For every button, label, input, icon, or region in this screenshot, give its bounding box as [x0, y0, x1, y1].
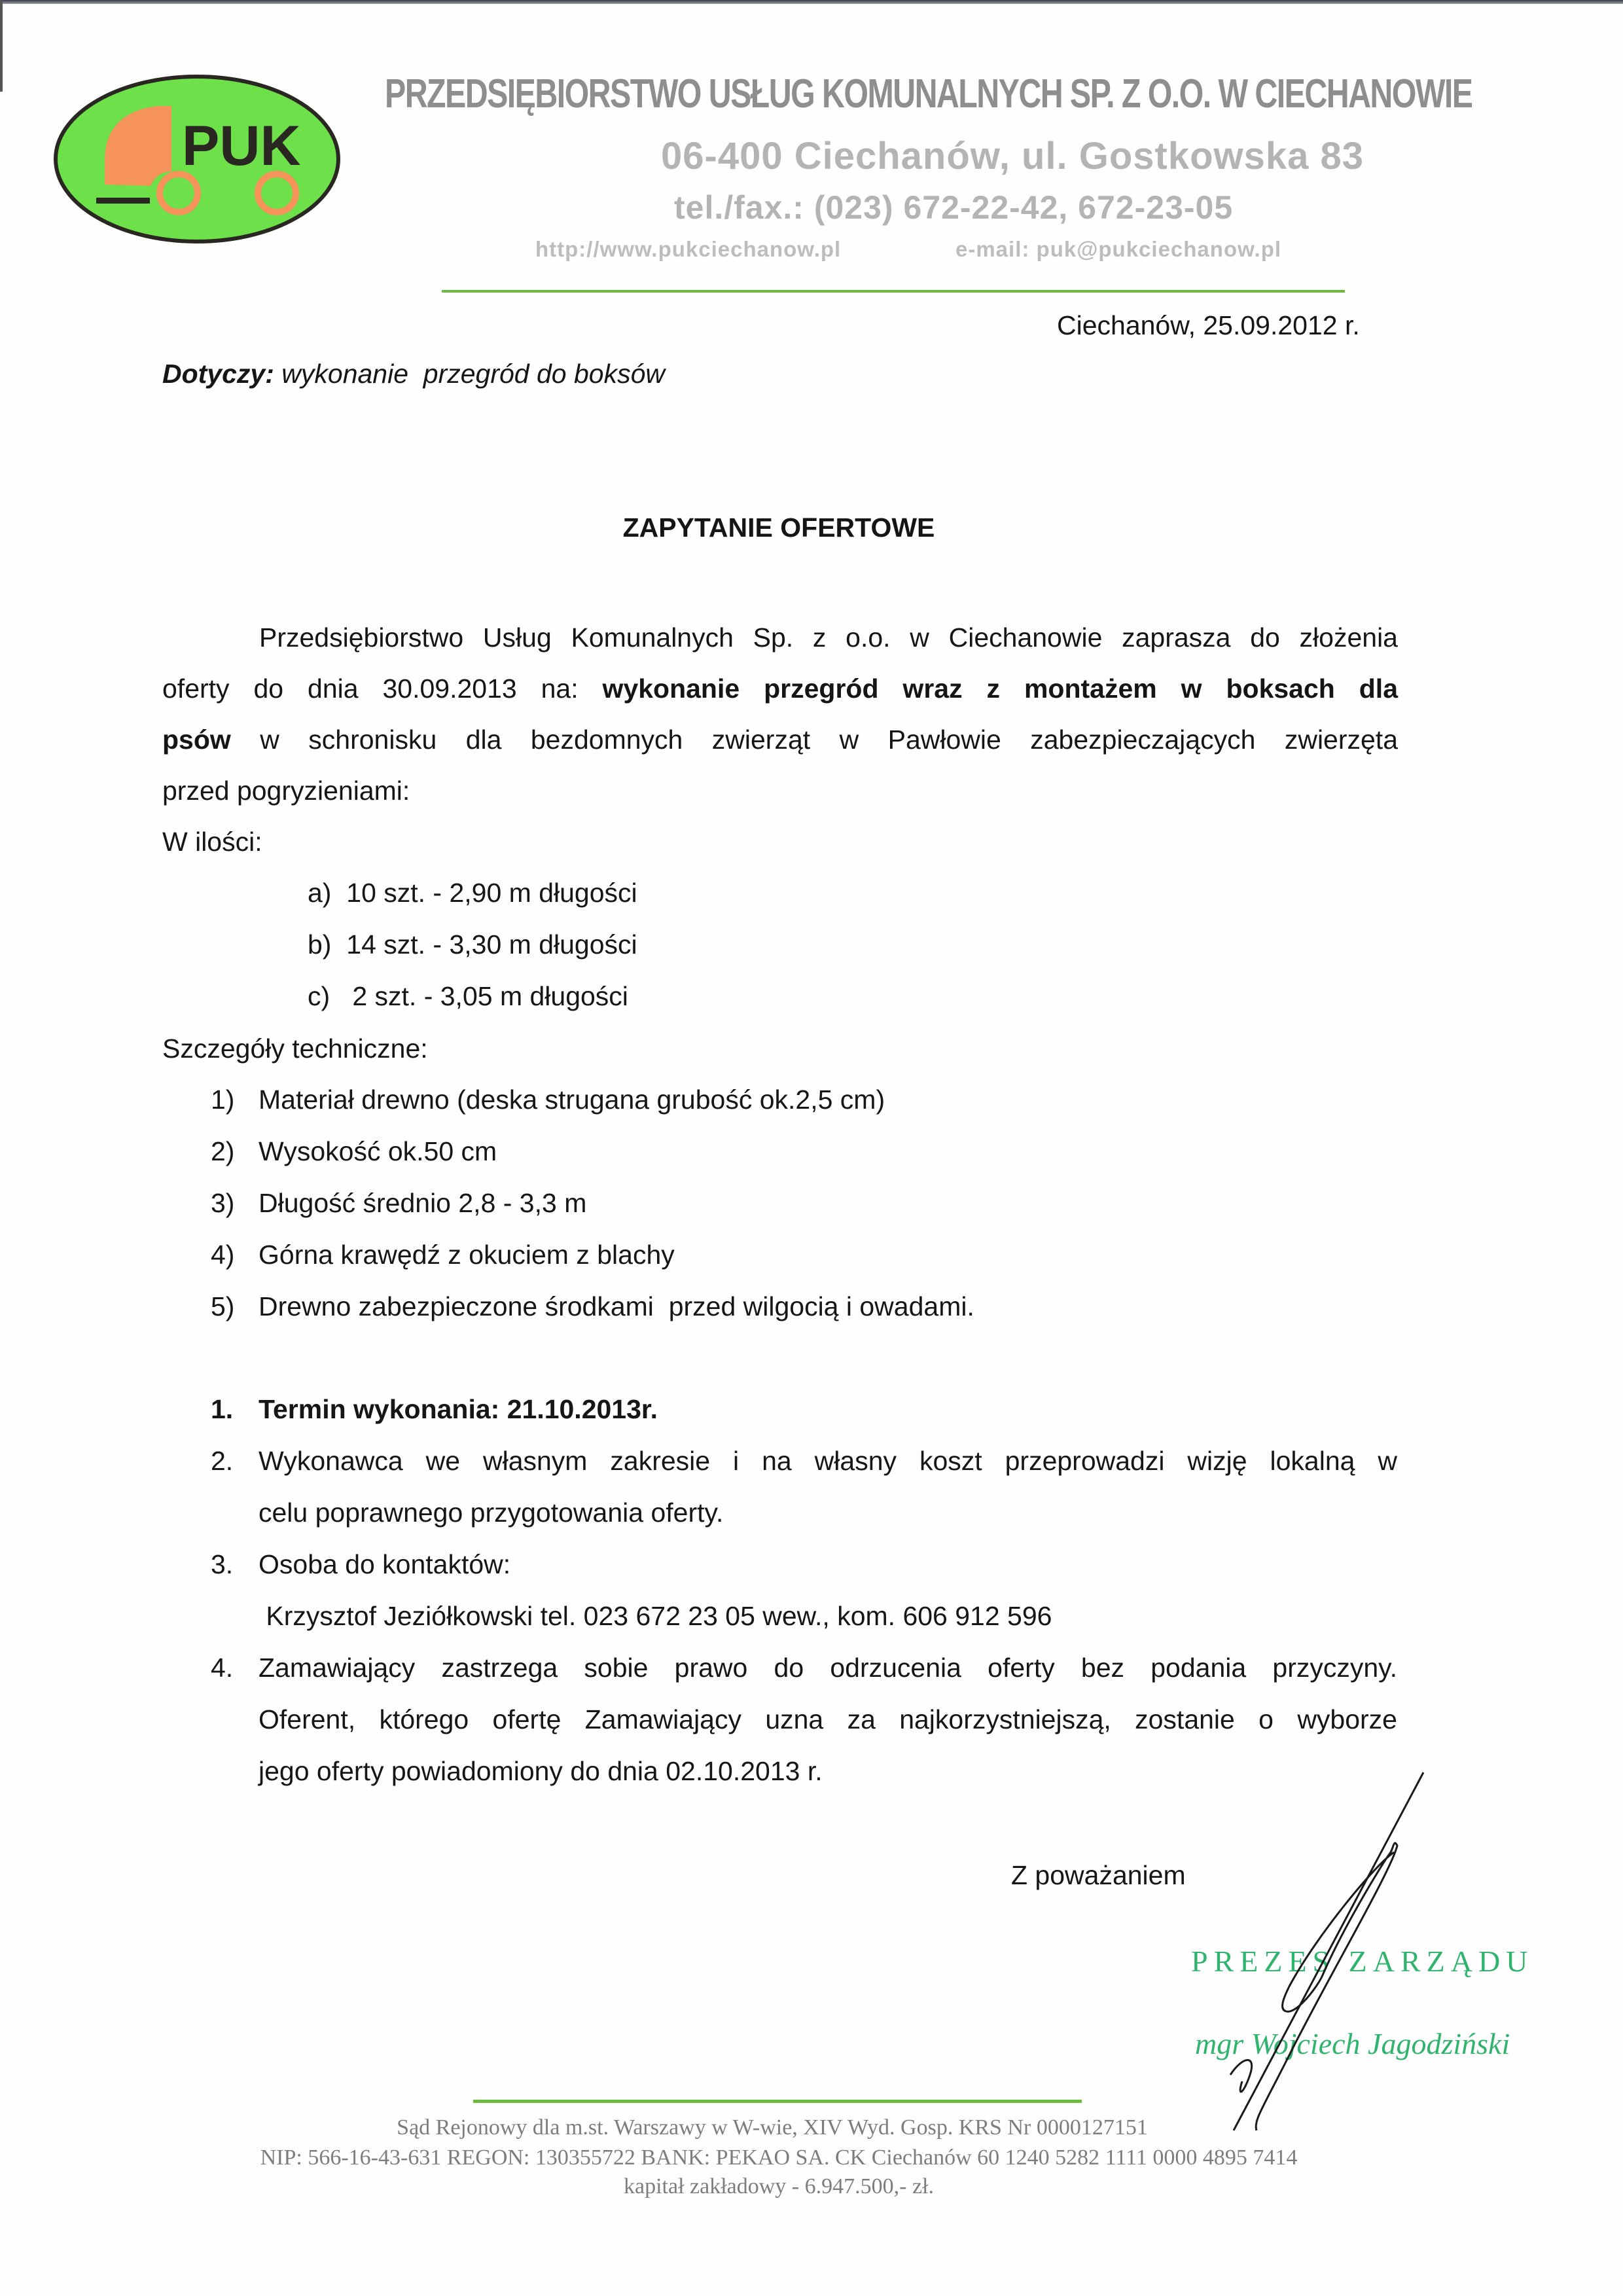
- document-title: ZAPYTANIE OFERTOWE: [622, 512, 935, 543]
- quantity-text: 10 szt. - 2,90 m długości: [346, 878, 637, 908]
- subject-label: Dotyczy:: [162, 359, 274, 389]
- condition-contact-label: Osoba do kontaktów:: [259, 1549, 511, 1579]
- intro-text-1: Przedsiębiorstwo Usług Komunalnych Sp. z o.o. w Ciechanowie zaprasza do złożenia: [259, 622, 1398, 653]
- quantity-item: [308, 981, 628, 1012]
- condition-contact-person: Krzysztof Jeziółkowski tel. 023 672 23 05 wew., kom. 606 912 596: [259, 1601, 1052, 1631]
- intro-text-4: przed pogryzieniami:: [162, 776, 410, 806]
- footer-share-capital: kapitał zakładowy - 6.947.500,- zł.: [624, 2174, 934, 2198]
- condition-rejection-line-3: jego oferty powiadomiony do dnia 02.10.2013 r.: [259, 1756, 823, 1786]
- technical-item: Górna krawędź z okuciem z blachy: [259, 1240, 675, 1270]
- company-website-link[interactable]: http://www.pukciechanow.pl: [535, 237, 842, 261]
- header-divider: [442, 290, 1345, 293]
- quantities-label: W ilości:: [162, 827, 262, 857]
- intro-text-3: w schronisku dla bezdomnych zwierząt w Pawłowie zabezpieczających zwierzęta: [230, 725, 1398, 755]
- company-phone: tel./fax.: (023) 672-22-42, 672-23-05: [674, 189, 1234, 226]
- quantity-item: [308, 878, 637, 908]
- company-logo: [52, 73, 342, 245]
- technical-item: Wysokość ok.50 cm: [259, 1136, 497, 1166]
- condition-rejection-line-2: Oferent, którego ofertę Zamawiający uzna za najkorzystniejszą, zostanie o wyborze: [259, 1704, 1397, 1734]
- condition-site-visit-line-2: celu poprawnego przygotowania oferty.: [259, 1498, 724, 1528]
- condition-site-visit-line-1: Wykonawca we własnym zakresie i na własny koszt przeprowadzi wizję lokalną w: [259, 1446, 1397, 1476]
- list-marker: 2): [211, 1136, 235, 1166]
- condition-deadline: Termin wykonania: 21.10.2013r.: [259, 1394, 658, 1424]
- list-marker: 5): [211, 1291, 235, 1321]
- intro-bold-3: psów: [162, 725, 231, 755]
- logo-bar: [96, 198, 150, 204]
- stamp-name: mgr Wojciech Jagodziński: [1195, 2027, 1510, 2060]
- intro-line-3: [162, 714, 1398, 765]
- intro-line-1: [162, 612, 1398, 663]
- scan-top-edge: [0, 0, 1623, 4]
- logo-text: PUK: [182, 115, 301, 177]
- technical-item: Drewno zabezpieczone środkami przed wilgocią i owadami.: [259, 1291, 974, 1321]
- condition-rejection-line-1: Zamawiający zastrzega sobie prawo do odrzucenia oferty bez podania przyczyny.: [259, 1653, 1397, 1683]
- list-marker: 1): [211, 1085, 235, 1115]
- company-email-link[interactable]: e-mail: puk@pukciechanow.pl: [955, 237, 1282, 261]
- quantity-text: 2 szt. - 3,05 m długości: [344, 981, 628, 1011]
- list-marker: b): [308, 929, 332, 960]
- intro-paragraph: [162, 612, 1398, 816]
- list-marker: 1.: [211, 1394, 234, 1424]
- company-address: 06-400 Ciechanów, ul. Gostkowska 83: [661, 135, 1364, 177]
- closing-salutation: Z poważaniem: [1011, 1860, 1186, 1890]
- list-marker: a): [308, 878, 332, 908]
- company-name: PRZEDSIĘBIORSTWO USŁUG KOMUNALNYCH SP. Z O.O. W CIECHANOWIE: [385, 71, 1472, 117]
- technical-label: Szczegóły techniczne:: [162, 1033, 428, 1064]
- quantity-item: [308, 929, 637, 960]
- list-marker: 4): [211, 1240, 235, 1270]
- list-marker: 2.: [211, 1446, 234, 1476]
- list-marker: 3): [211, 1188, 235, 1218]
- footer-tax-bank-info: NIP: 566-16-43-631 REGON: 130355722 BANK: PEKAO SA. CK Ciechanów 60 1240 5282 1111 0000 4895 7414: [260, 2145, 1298, 2170]
- quantity-text: 14 szt. - 3,30 m długości: [346, 929, 637, 960]
- handwritten-signature: [1165, 1767, 1492, 2134]
- list-marker: 4.: [211, 1653, 234, 1683]
- footer-court-registration: Sąd Rejonowy dla m.st. Warszawy w W-wie, XIV Wyd. Gosp. KRS Nr 0000127151: [397, 2115, 1148, 2140]
- list-marker: c): [308, 981, 330, 1011]
- intro-text-2: oferty do dnia 30.09.2013 na:: [162, 673, 603, 704]
- list-marker: 3.: [211, 1549, 234, 1579]
- subject-text: wykonanie przegród do boksów: [281, 359, 666, 389]
- intro-bold-2: wykonanie przegród wraz z montażem w boksach dla: [602, 673, 1398, 704]
- footer-divider: [473, 2100, 1082, 2103]
- scan-left-edge: [0, 0, 3, 92]
- intro-line-2: [162, 663, 1398, 714]
- intro-line-4: [162, 765, 1398, 816]
- technical-item: Długość średnio 2,8 - 3,3 m: [259, 1188, 587, 1218]
- stamp-title: PREZES ZARZĄDU: [1191, 1945, 1534, 1978]
- technical-item: Materiał drewno (deska strugana grubość ok.2,5 cm): [259, 1085, 885, 1115]
- subject-line: [162, 359, 665, 389]
- place-date: Ciechanów, 25.09.2012 r.: [1057, 310, 1360, 340]
